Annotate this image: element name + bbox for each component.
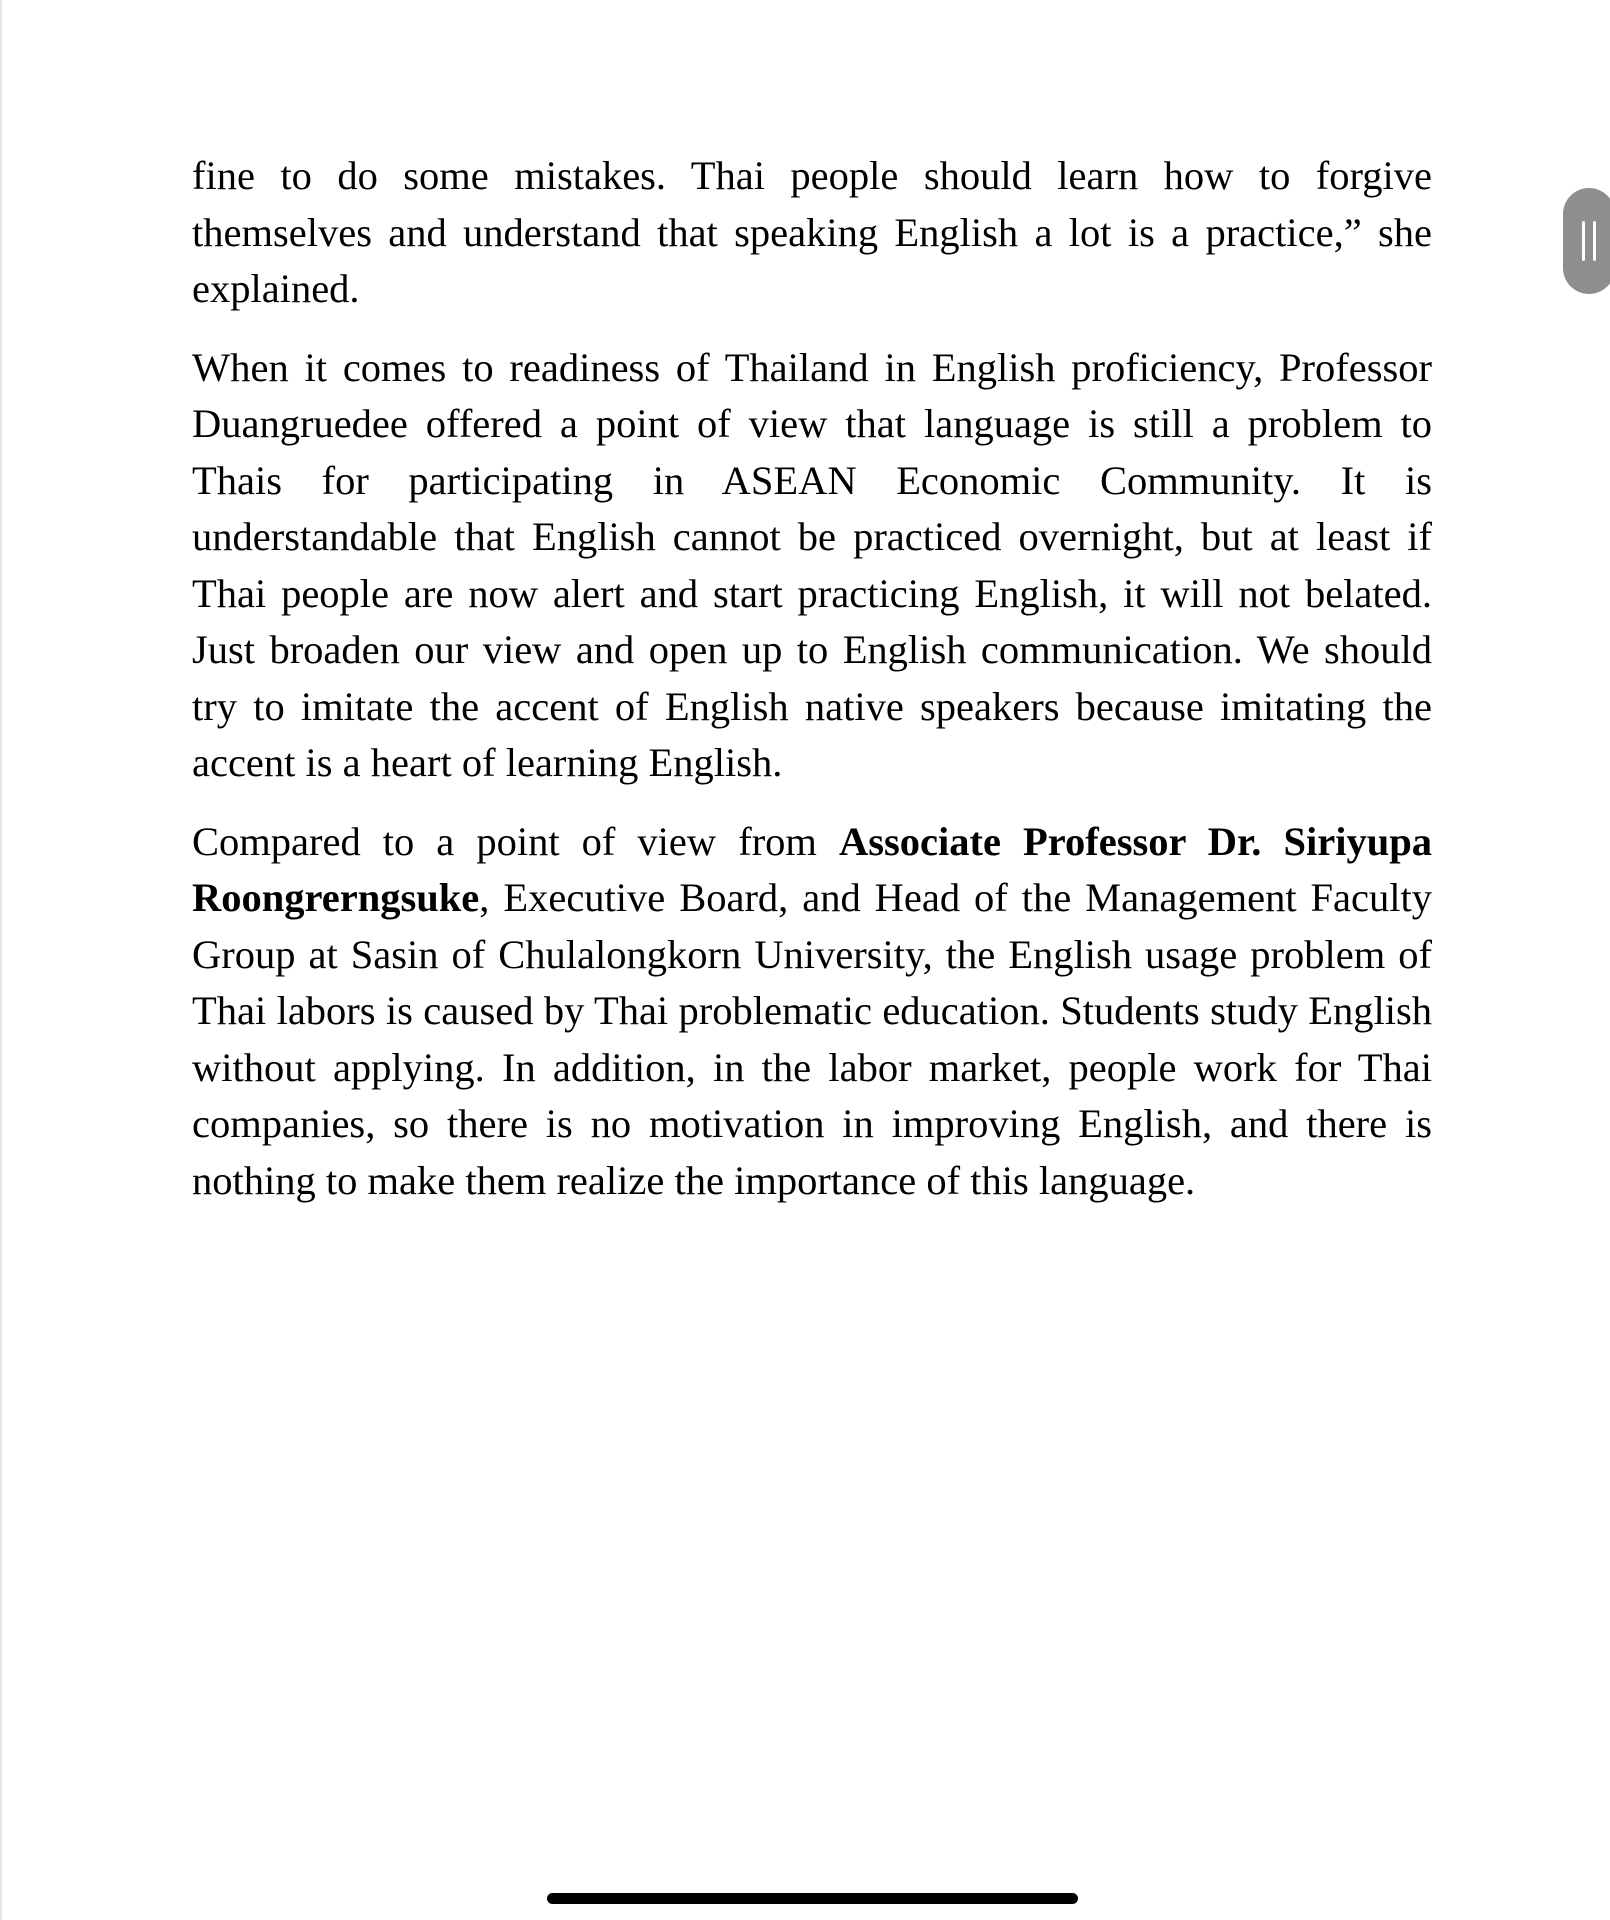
page-edge (0, 0, 2, 1920)
paragraph-3-lead: Compared to a point of view from (192, 818, 839, 864)
paragraph-3 (192, 814, 1432, 1210)
scroll-handle[interactable] (1563, 188, 1610, 294)
document-body (192, 148, 1432, 1231)
grip-lines-icon (1582, 221, 1585, 261)
paragraph-2: When it comes to readiness of Thailand in English proficiency, Professor Duangruedee offered a point of view that language is still a problem to Thais for participating in ASEAN Economic Community. It is understandable that English cannot be practiced overnight, but at least if Thai people are now alert and start practicing English, it will not belated. Just broaden our view and open up to English communication. We should try to imitate the accent of English native speakers because imitating the accent is a heart of learning English. (192, 344, 1432, 785)
paragraph-3-rest: , Executive Board, and Head of the Management Faculty Group at Sasin of Chulalongkorn University, the English usage problem of Thai labors is caused by Thai problematic education. Students study English without applying. In addition, in the labor market, people work for Thai companies, so there is no motivation in improving English, and there is nothing to make them realize the importance of this language. (192, 875, 1432, 1203)
grip-lines-icon (1593, 221, 1596, 261)
paragraph-3-bold-name: Associate Professor Dr. Siriyupa Roongrerngsuke (192, 818, 1433, 920)
home-indicator[interactable] (547, 1893, 1078, 1904)
paragraph-1: fine to do some mistakes. Thai people should learn how to forgive themselves and understand that speaking English a lot is a practice,” she explained. (192, 153, 1432, 311)
